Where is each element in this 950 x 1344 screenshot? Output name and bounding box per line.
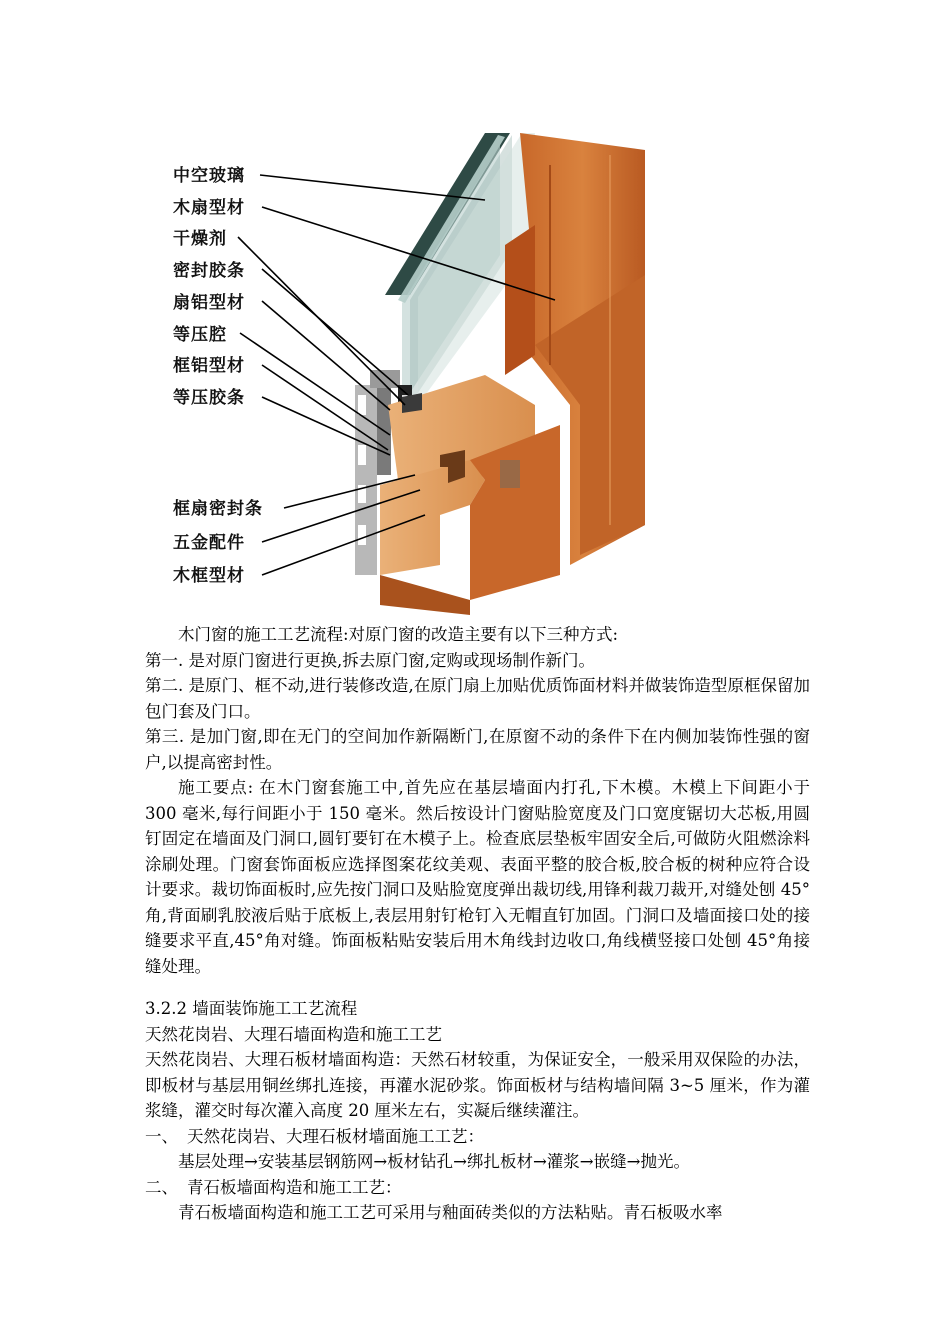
label-frame-aluminium: 框铝型材 [173,356,245,376]
label-pressure-strip: 等压胶条 [173,388,245,408]
section-wall-decoration [145,996,810,1226]
label-wood-frame-profile: 木框型材 [173,566,245,586]
window-section-figure [140,105,700,615]
stone-wall-paragraph: 天然花岗岩、大理石板材墙面构造：天然石材较重，为保证安全，一般采用双保险的办法，即板材与基层用铜丝绑扎连接，再灌水泥砂浆。饰面板材与结构墙间隔 3~5 厘米，作为灌浆缝，灌交时每次灌入高度 20 厘米左右，实凝后继续灌注。 [145,1050,810,1120]
window-cross-section-illustration [140,105,700,615]
label-frame-sash-seal: 框扇密封条 [173,499,263,519]
intro-paragraph: 木门窗的施工工艺流程:对原门窗的改造主要有以下三种方式: [178,625,619,644]
list-text-two: 青石板墙面构造和施工工艺： [187,1177,402,1197]
method-three: 第三. 是加门窗,即在无门的空间加作新隔断门,在原窗不动的条件下在内侧加装饰性强的窗户,以提高密封性。 [145,727,810,772]
label-pressure-chamber: 等压腔 [173,325,227,345]
list-text-one: 天然花岗岩、大理石板材墙面施工工艺： [187,1126,484,1146]
label-desiccant: 干燥剂 [173,229,227,249]
method-one: 第一. 是对原门窗进行更换,拆去原门窗,定购或现场制作新门。 [145,650,595,670]
label-hardware: 五金配件 [173,533,245,553]
bluestone-paragraph: 青石板墙面构造和施工工艺可采用与釉面砖类似的方法粘贴。青石板吸水率 [178,1203,723,1222]
list-item-two [145,1175,810,1201]
label-sash-aluminium: 扇铝型材 [173,293,245,313]
label-wood-sash-profile: 木扇型材 [173,198,245,218]
list-number-one: 一、 [145,1126,178,1146]
list-item-one [145,1124,810,1150]
label-seal-strip: 密封胶条 [173,261,245,281]
section-wood-windows [145,622,810,979]
construction-points: 施工要点: 在木门窗套施工中,首先应在基层墙面内打孔,下木模。木模上下间距小于 300 毫米,每行间距小于 150 毫米。然后按设计门窗贴脸宽度及门口宽度锯切大芯板,用圆钉固定在墙面及门洞口,圆钉要钉在木模子上。检查底层垫板牢固安全后,可做防火阻燃涂料涂刷处理。门窗套饰面板应选择图案花纹美观、表面平整的胶合板,胶合板的树种应符合设计要求。裁切饰面板时,应先按门洞口及贴脸宽度弹出裁切线,用锋利裁刀裁开,对缝处刨 45°角,背面刷乳胶液后贴于底板上,表层用射钉枪钉入无帽直钉加固。门洞口及墙面接口处的接缝要求平直,45°角对缝。饰面板粘贴安装后用木角线封边收口,角线横竖接口处刨 45°角接缝处理。 [145,778,810,976]
callout-labels [173,165,263,586]
method-two: 第二. 是原门、框不动,进行装修改造,在原门扇上加贴优质饰面材料并做装饰造型原框保留加包门套及门口。 [145,676,810,721]
list-number-two: 二、 [145,1177,178,1197]
stone-process-steps: 基层处理→安装基层钢筋网→板材钻孔→绑扎板材→灌浆→嵌缝→抛光。 [178,1152,690,1171]
label-insulated-glass: 中空玻璃 [173,166,245,186]
section-heading: 3.2.2 墙面装饰施工工艺流程 [145,999,358,1018]
section-subheading: 天然花岗岩、大理石墙面构造和施工工艺 [145,1024,442,1044]
